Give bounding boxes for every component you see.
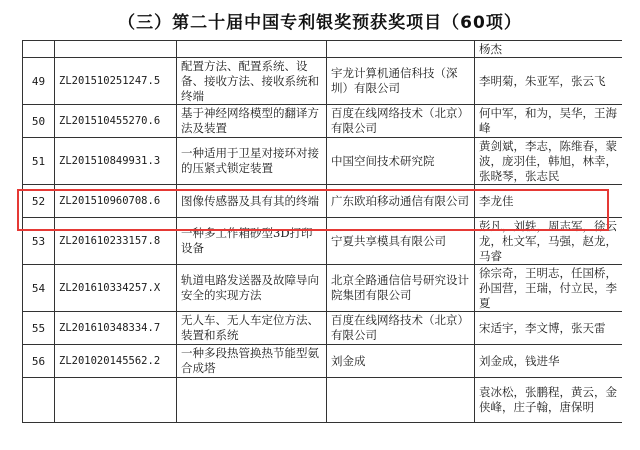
patentee-org bbox=[327, 378, 475, 423]
patent-name: 配置方法、配置系统、设备、接收方法、接收系统和终端 bbox=[177, 58, 327, 105]
inventors-cell: 刘金成，钱进华 bbox=[475, 345, 623, 378]
inventors-cell: 李明菊，朱亚军，张云飞 bbox=[475, 58, 623, 105]
table-row bbox=[23, 345, 623, 378]
table-row bbox=[23, 58, 623, 105]
inventors-cell: 宋适宇，李文博，张天雷 bbox=[475, 312, 623, 345]
table-row bbox=[23, 105, 623, 138]
inventors-cell: 何中军，和为，吴华，王海峰 bbox=[475, 105, 623, 138]
table-row bbox=[23, 185, 623, 218]
patent-name: 轨道电路发送器及故障导向安全的实现方法 bbox=[177, 265, 327, 312]
patent-name: 一种多段热管换热节能型氨合成塔 bbox=[177, 345, 327, 378]
inventors-cell: 黄剑斌，李志，陈维春，蒙波，庞羽佳，韩旭，林幸，张晓琴，张志民 bbox=[475, 138, 623, 185]
row-number: 56 bbox=[23, 345, 55, 378]
patentee-org: 刘金成 bbox=[327, 345, 475, 378]
patent-name: 基于神经网络模型的翻译方法及装置 bbox=[177, 105, 327, 138]
inventors-cell: 彭凡，刘轶，周志军，徐云龙，杜文军，马强，赵龙，马睿 bbox=[475, 218, 623, 265]
award-table bbox=[22, 40, 622, 423]
table-row bbox=[23, 312, 623, 345]
row-number: 51 bbox=[23, 138, 55, 185]
patent-id: ZL201510455270.6 bbox=[55, 105, 177, 138]
row-number: 55 bbox=[23, 312, 55, 345]
inventors-cell: 李龙佳 bbox=[475, 185, 623, 218]
table-row bbox=[23, 41, 623, 58]
inventors-cell: 杨杰 bbox=[475, 41, 623, 58]
award-table-wrapper bbox=[22, 40, 622, 450]
patent-name bbox=[177, 378, 327, 423]
patent-id: ZL201610348334.7 bbox=[55, 312, 177, 345]
patent-id: ZL201510849931.3 bbox=[55, 138, 177, 185]
patent-name: 无人车、无人车定位方法、装置和系统 bbox=[177, 312, 327, 345]
row-number: 50 bbox=[23, 105, 55, 138]
page-title: （三）第二十届中国专利银奖预获奖项目（60项） bbox=[118, 13, 522, 33]
patentee-org: 中国空间技术研究院 bbox=[327, 138, 475, 185]
patent-id: ZL201510251247.5 bbox=[55, 58, 177, 105]
patentee-org: 百度在线网络技术（北京）有限公司 bbox=[327, 105, 475, 138]
patentee-org: 百度在线网络技术（北京）有限公司 bbox=[327, 312, 475, 345]
row-number: 54 bbox=[23, 265, 55, 312]
patentee-org: 宁夏共享模具有限公司 bbox=[327, 218, 475, 265]
patent-id: ZL201020145562.2 bbox=[55, 345, 177, 378]
row-number: 49 bbox=[23, 58, 55, 105]
patent-id: ZL201610334257.X bbox=[55, 265, 177, 312]
inventors-cell: 徐宗奇，王明志，任国桥，孙国营，王瑞，付立民，李夏 bbox=[475, 265, 623, 312]
table-row bbox=[23, 218, 623, 265]
patentee-org: 广东欧珀移动通信有限公司 bbox=[327, 185, 475, 218]
patentee-org: 宇龙计算机通信科技（深圳）有限公司 bbox=[327, 58, 475, 105]
table-row bbox=[23, 265, 623, 312]
row-number: 52 bbox=[23, 185, 55, 218]
table-row bbox=[23, 378, 623, 423]
patent-id bbox=[55, 378, 177, 423]
patent-name: 图像传感器及具有其的终端 bbox=[177, 185, 327, 218]
row-number bbox=[23, 378, 55, 423]
patent-id: ZL201610233157.8 bbox=[55, 218, 177, 265]
patent-name: 一种多工作箱砂型3D打印设备 bbox=[177, 218, 327, 265]
row-number: 53 bbox=[23, 218, 55, 265]
patent-id: ZL201510960708.6 bbox=[55, 185, 177, 218]
patent-name: 一种适用于卫星对接环对接的压紧式锁定装置 bbox=[177, 138, 327, 185]
table-row bbox=[23, 138, 623, 185]
inventors-cell: 袁冰松，张鹏程，黄云，金侠峰，庄子翰，唐保明 bbox=[475, 378, 623, 423]
patentee-org: 北京全路通信信号研究设计院集团有限公司 bbox=[327, 265, 475, 312]
